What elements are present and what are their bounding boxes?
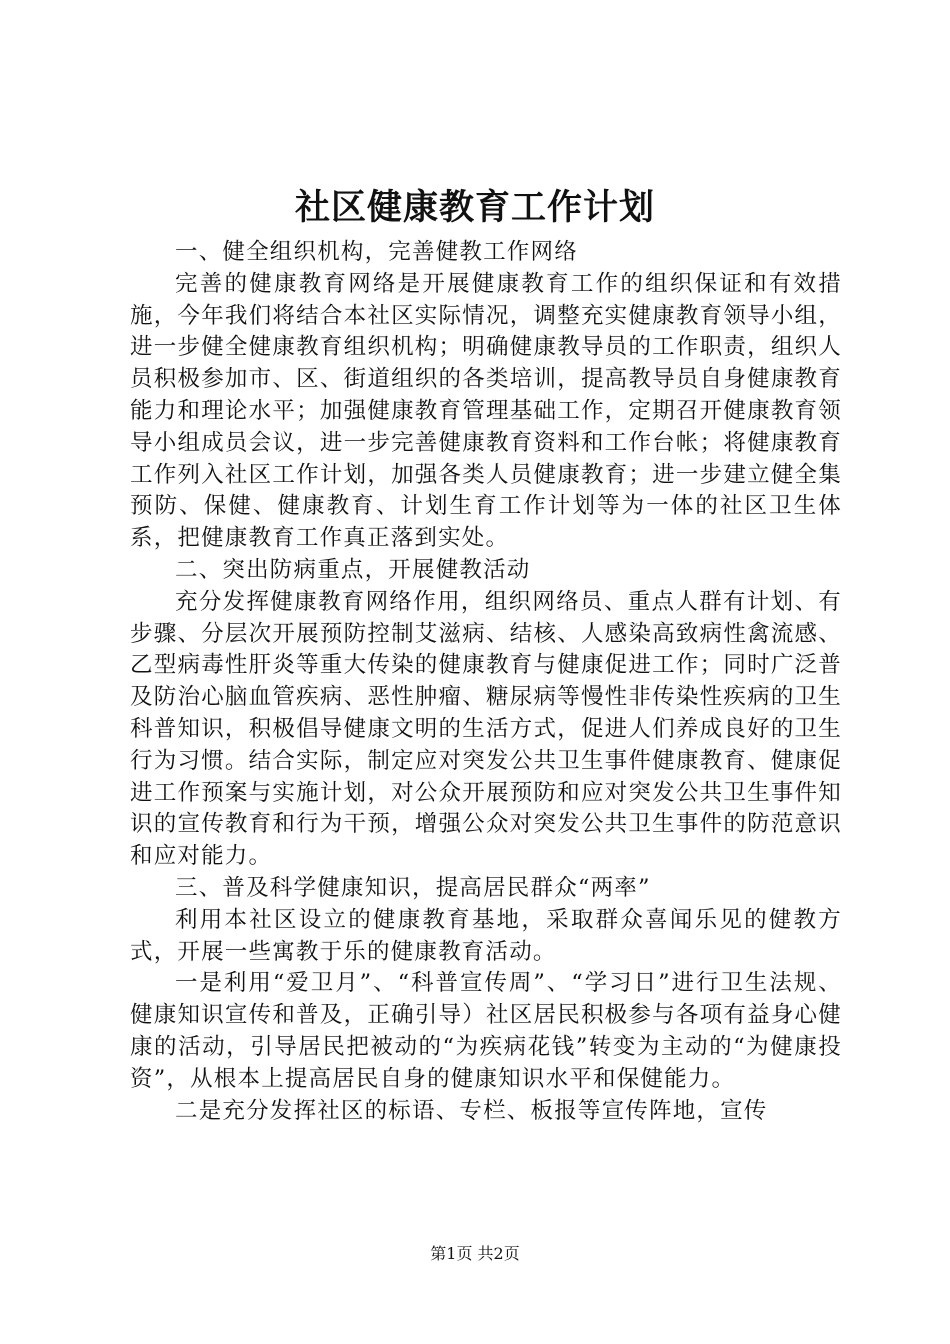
section-heading-2: 二、突出防病重点，开展健教活动 <box>175 556 531 583</box>
section-heading-1: 一、健全组织机构，完善健教工作网络 <box>175 239 578 265</box>
paragraph-education-base: 利用本社区设立的健康教育基地，采取群众喜闻乐见的健教方式，开展一些寓教于乐的健康教育活动。 <box>130 906 842 965</box>
page-number-footer: 第1页 共2页 <box>430 1244 520 1263</box>
section-heading-3: 三、普及科学健康知识，提高居民群众“两率” <box>175 874 651 901</box>
document-body <box>130 237 842 1127</box>
paragraph-network: 完善的健康教育网络是开展健康教育工作的组织保证和有效措施，今年我们将结合本社区实际情况，调整充实健康教育领导小组，进一步健全健康教育组织机构；明确健康教导员的工作职责，组织人员积极参加市、区、街道组织的各类培训，提高教导员自身健康教育能力和理论水平；加强健康教育管理基础工作，定期召开健康教育领导小组成员会议，进一步完善健康教育资料和工作台帐；将健康教育工作列入社区工作计划，加强各类人员健康教育；进一步建立健全集预防、保健、健康教育、计划生育工作计划等为一体的社区卫生体系，把健康教育工作真正落到实处。 <box>130 270 842 552</box>
paragraph-point-two: 二是充分发挥社区的标语、专栏、板报等宣传阵地，宣传 <box>175 1097 768 1124</box>
document-title: 社区健康教育工作计划 <box>294 187 655 228</box>
paragraph-disease-prevention: 充分发挥健康教育网络作用，组织网络员、重点人群有计划、有步骤、分层次开展预防控制艾滋病、结核、人感染高致病性禽流感、乙型病毒性肝炎等重大传染的健康教育与健康促进工作；同时广泛普及防治心脑血管疾病、恶性肿瘤、糖尿病等慢性非传染性疾病的卫生科普知识，积极倡导健康文明的生活方式，促进人们养成良好的卫生行为习惯。结合实际，制定应对突发公共卫生事件健康教育、健康促进工作预案与实施计划，对公众开展预防和应对突发公共卫生事件知识的宣传教育和行为干预，增强公众对突发公共卫生事件的防范意识和应对能力。 <box>130 588 842 870</box>
paragraph-point-one: 一是利用“爱卫月”、“科普宣传周”、“学习日”进行卫生法规、健康知识宣传和普及，正确引导）社区居民积极参与各项有益身心健康的活动，引导居民把被动的“为疾病花钱”转变为主动的“为健康投资”，从根本上提高居民自身的健康知识水平和保健能力。 <box>130 970 842 1092</box>
